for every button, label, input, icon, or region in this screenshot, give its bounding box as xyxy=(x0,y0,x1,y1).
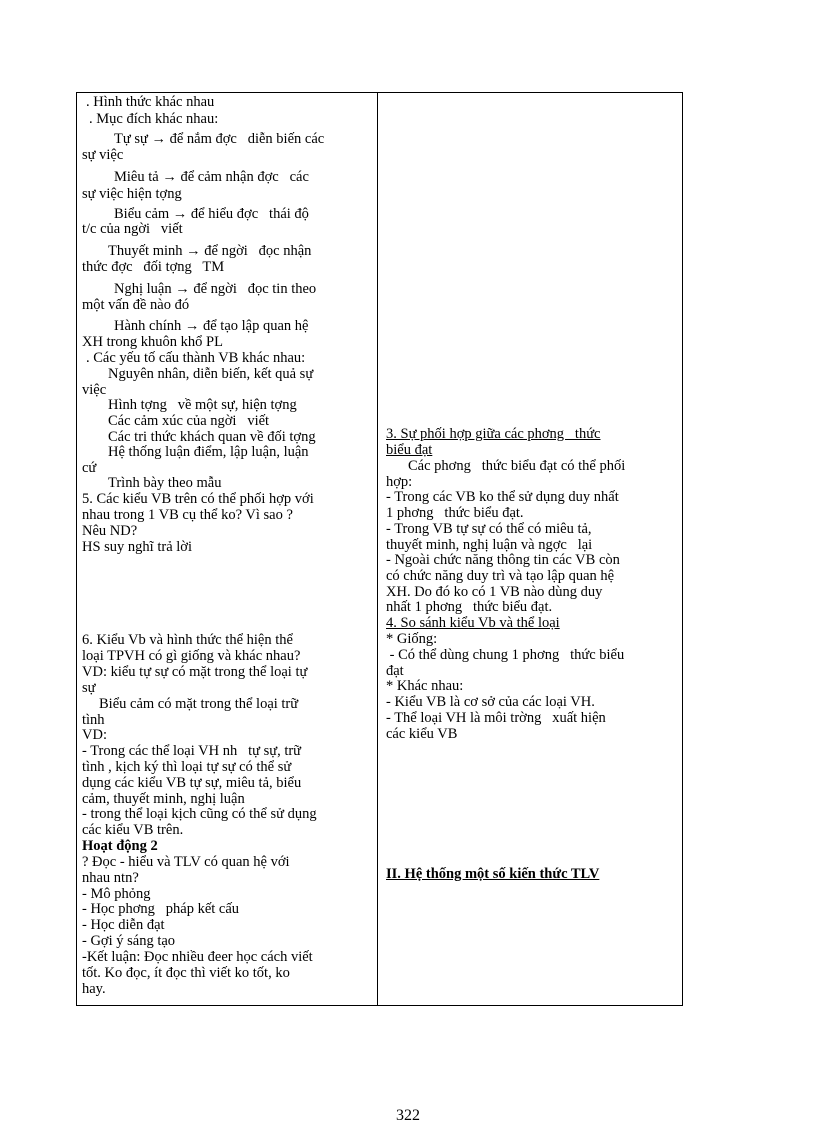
text-line: Trình bày theo mẫu xyxy=(108,475,222,491)
text-line: Miêu tả → để cảm nhận đợc các xyxy=(114,169,309,185)
text-line: các kiểu VB trên. xyxy=(82,822,184,838)
text-line: việc xyxy=(82,382,107,398)
text-line: - Học diễn đạt xyxy=(82,917,165,933)
text-line: dụng các kiểu VB tự sự, miêu tả, biểu xyxy=(82,775,302,791)
text-line: cứ xyxy=(82,460,97,476)
text-line: 1 phơng thức biểu đạt. xyxy=(386,505,524,521)
text-line: các kiểu VB xyxy=(386,726,458,742)
text-line: t/c của ngời viết xyxy=(82,221,183,237)
text-line: tình , kịch ký thì loại tự sự có thể sử xyxy=(82,759,292,775)
text-line: - trong thể loại kịch cũng có thể sử dụng xyxy=(82,806,317,822)
text-line: Nghị luận → để ngời đọc tin theo xyxy=(114,281,317,297)
section-heading: 4. So sánh kiểu Vb và thể loại xyxy=(386,615,560,631)
text-line: nhất 1 phơng thức biểu đạt. xyxy=(386,599,553,615)
text-line: * Giống: xyxy=(386,631,438,647)
text-line: một vấn đề nào đó xyxy=(82,297,190,313)
text-line: VD: kiểu tự sự có mặt trong thể loại tự xyxy=(82,664,308,680)
text-line: - Ngoài chức năng thông tin các VB còn xyxy=(386,552,620,568)
text-line: - Mô phỏng xyxy=(82,886,151,902)
text-line: ? Đọc - hiểu và TLV có quan hệ với xyxy=(82,854,290,870)
text-line: - Trong các thể loại VH nh tự sự, trữ xyxy=(82,743,302,759)
column-divider xyxy=(377,92,378,1006)
text-line: . Mục đích khác nhau: xyxy=(89,111,219,127)
text-line: Hành chính → để tạo lập quan hệ xyxy=(114,318,309,334)
text-line: Thuyết minh → để ngời đọc nhận xyxy=(108,243,312,259)
text-line: thuyết minh, nghị luận và ngợc lại xyxy=(386,537,593,553)
text-line: - Gợi ý sáng tạo xyxy=(82,933,176,949)
text-line: hợp: xyxy=(386,474,413,490)
text-line: VD: xyxy=(82,727,107,743)
text-line: Biểu cảm có mặt trong thể loại trữ xyxy=(99,696,299,712)
text-line: đạt xyxy=(386,663,404,679)
text-line: hay. xyxy=(82,981,106,997)
text-line: Hình tợng về một sự, hiện tợng xyxy=(108,397,297,413)
text-line: 5. Các kiểu VB trên có thể phối hợp với xyxy=(82,491,314,507)
text-line: -Kết luận: Đọc nhiều đeer học cách viết xyxy=(82,949,313,965)
text-line: - Trong các VB ko thể sử dụng duy nhất xyxy=(386,489,619,505)
text-line: Tự sự → để nắm đợc diễn biến các xyxy=(114,131,325,147)
text-line: - Có thể dùng chung 1 phơng thức biểu xyxy=(386,647,625,663)
text-line: nhau ntn? xyxy=(82,870,139,886)
text-line: tốt. Ko đọc, ít đọc thì viết ko tốt, ko xyxy=(82,965,290,981)
text-line: . Hình thức khác nhau xyxy=(86,94,215,110)
text-line: sự xyxy=(82,680,96,696)
text-line: . Các yếu tố cấu thành VB khác nhau: xyxy=(86,350,306,366)
text-line: Các cảm xúc của ngời viết xyxy=(108,413,270,429)
text-line: có chức năng duy trì và tạo lập quan hệ xyxy=(386,568,615,584)
section-heading: II. Hệ thống một số kiến thức TLV xyxy=(386,866,600,882)
text-line: - Học phơng pháp kết cấu xyxy=(82,901,240,917)
text-line: - Thể loại VH là môi trờng xuất hiện xyxy=(386,710,606,726)
section-heading: biểu đạt xyxy=(386,442,433,458)
text-line: HS suy nghĩ trả lời xyxy=(82,539,192,555)
text-line: sự việc xyxy=(82,147,124,163)
text-line: - Trong VB tự sự có thể có miêu tả, xyxy=(386,521,592,537)
text-line: * Khác nhau: xyxy=(386,678,464,694)
text-line: tình xyxy=(82,712,105,728)
section-heading: Hoạt động 2 xyxy=(82,838,158,854)
text-line: Nêu ND? xyxy=(82,523,138,539)
text-line: loại TPVH có gì giống và khác nhau? xyxy=(82,648,301,664)
text-line: sự việc hiện tợng xyxy=(82,186,182,202)
page-number: 322 xyxy=(396,1107,420,1124)
text-line: cảm, thuyết minh, nghị luận xyxy=(82,791,245,807)
text-line: Nguyên nhân, diễn biến, kết quả sự xyxy=(108,366,314,382)
text-line: XH trong khuôn khổ PL xyxy=(82,334,223,350)
text-line: nhau trong 1 VB cụ thể ko? Vì sao ? xyxy=(82,507,293,523)
text-line: XH. Do đó ko có 1 VB nào dùng duy xyxy=(386,584,603,600)
section-heading: 3. Sự phối hợp giữa các phơng thức xyxy=(386,426,601,442)
text-line: 6. Kiểu Vb và hình thức thể hiện thể xyxy=(82,632,293,648)
text-line: - Kiểu VB là cơ sở của các loại VH. xyxy=(386,694,595,710)
text-line: Các phơng thức biểu đạt có thể phối xyxy=(408,458,626,474)
text-line: Hệ thống luận điểm, lập luận, luận xyxy=(108,444,309,460)
text-line: thức đợc đối tợng TM xyxy=(82,259,225,275)
text-line: Biểu cảm → để hiểu đợc thái độ xyxy=(114,206,309,222)
text-line: Các tri thức khách quan về đối tợng xyxy=(108,429,316,445)
